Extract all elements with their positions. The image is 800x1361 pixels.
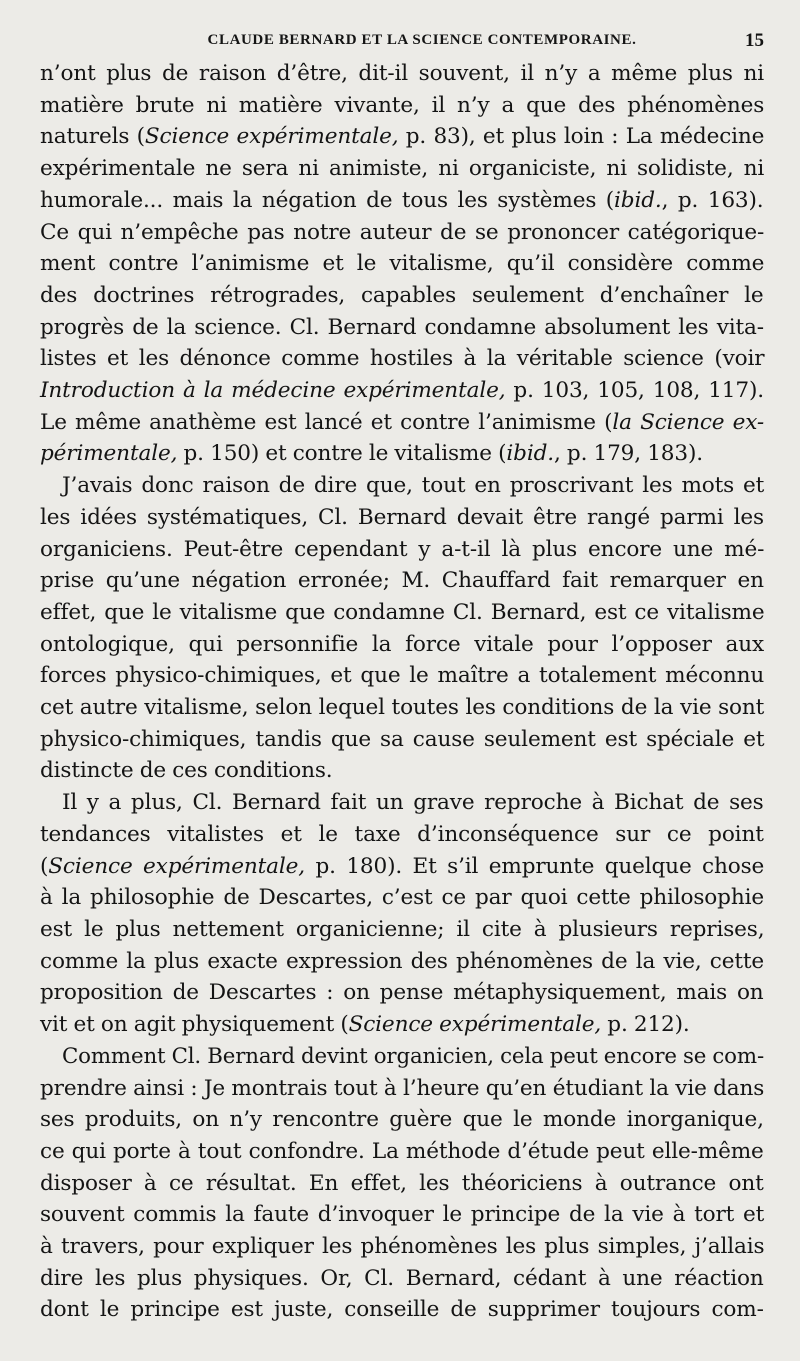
text-segment: effet, que le vitalisme que condamne Cl. Bernard, est ce vitalisme [40, 599, 765, 625]
text-segment: cet autre vitalisme, selon lequel toutes les conditions de la vie sont [40, 695, 765, 721]
italic-citation: Introduction à la médecine expérimentale, [40, 378, 506, 404]
text-segment: dont le principe est juste, conseille de supprimer toujours com- [40, 1297, 764, 1323]
text-line [40, 153, 764, 185]
italic-citation: Science expérimentale, [144, 124, 399, 150]
text-line [40, 851, 764, 883]
text-line [40, 407, 764, 439]
text-segment: p. 103, 105, 108, 117). [505, 378, 764, 404]
italic-citation: Science expérimentale, [348, 1012, 602, 1038]
text-line [40, 1136, 764, 1168]
text-segment: souvent commis la faute d’invoquer le principe de la vie à tort et [40, 1202, 765, 1228]
text-segment: vit et on agit physiquement ( [40, 1012, 349, 1038]
text-line [40, 597, 764, 629]
text-line [40, 882, 764, 914]
text-line [40, 819, 764, 851]
text-segment: p. 150) et contre le vitalisme ( [177, 441, 507, 467]
text-line [40, 1104, 764, 1136]
text-segment: ontologique, qui personnifie la force vitale pour l’opposer aux [40, 631, 765, 657]
page-number: 15 [745, 30, 764, 51]
text-line [40, 534, 764, 566]
text-line [40, 692, 764, 724]
body-text [40, 58, 764, 1326]
text-segment: listes et les dénonce comme hostiles à la véritable science (voir [40, 346, 765, 372]
text-segment: n’ont plus de raison d’être, dit-il souvent, il n’y a même plus ni [40, 61, 764, 86]
text-line [40, 375, 764, 407]
text-segment: organiciens. Peut-être cependant y a-t-il là plus encore une mé- [40, 536, 765, 562]
text-segment: est le plus nettement organicienne; il cite à plusieurs reprises, [40, 916, 765, 942]
text-line [40, 1263, 764, 1295]
running-title: CLAUDE BERNARD ET LA SCIENCE CONTEMPORAINE. [207, 32, 637, 48]
text-segment: dire les plus physiques. Or, Cl. Bernard, cédant à une réaction [40, 1265, 764, 1291]
text-segment: tendances vitalistes et le taxe d’inconséquence sur ce point [40, 821, 764, 847]
text-line [40, 1231, 764, 1263]
text-line [40, 438, 764, 470]
text-segment: p. 212). [601, 1012, 690, 1038]
text-segment: disposer à ce résultat. En effet, les théoriciens à outrance ont [40, 1170, 764, 1196]
text-segment: Ce qui n’empêche pas notre auteur de se prononcer catégorique- [40, 219, 765, 245]
text-line [40, 787, 764, 819]
italic-citation: la Science ex- [612, 409, 765, 435]
running-head [40, 28, 764, 58]
text-line [40, 502, 764, 534]
text-line [40, 946, 764, 978]
text-line [40, 629, 764, 661]
text-line [40, 90, 764, 122]
text-segment: progrès de la science. Cl. Bernard condamne absolument les vita- [40, 314, 764, 340]
text-segment: Le même anathème est lancé et contre l’animisme ( [40, 409, 613, 435]
text-line [40, 1168, 764, 1200]
text-segment: ce qui porte à tout confondre. La méthode d’étude peut elle-même [40, 1138, 764, 1164]
text-line [40, 914, 764, 946]
text-segment: expérimentale ne sera ni animiste, ni organiciste, ni solidiste, ni [40, 156, 765, 182]
text-segment: comme la plus exacte expression des phénomènes de la vie, cette [40, 948, 765, 974]
text-line [40, 248, 764, 280]
text-segment: ses produits, on n’y rencontre guère que le monde inorganique, [40, 1107, 764, 1133]
text-segment: prendre ainsi : Je montrais tout à l’heure qu’en étudiant la vie dans [40, 1075, 765, 1101]
text-line [40, 565, 764, 597]
italic-citation: ibid. [506, 441, 554, 467]
text-segment: les idées systématiques, Cl. Bernard devait être rangé parmi les [40, 504, 764, 530]
text-line [40, 1294, 764, 1326]
text-line [40, 1073, 764, 1105]
text-segment: forces physico-chimiques, et que le maître a totalement méconnu [40, 663, 765, 689]
text-line [40, 977, 764, 1009]
text-segment: , p. 163). [661, 187, 764, 213]
text-line [40, 660, 764, 692]
text-segment: p. 83), et plus loin : La médecine [398, 124, 765, 150]
text-line [40, 58, 764, 90]
text-segment: ( [40, 853, 49, 879]
text-segment: , p. 179, 183). [553, 441, 703, 467]
italic-citation: ibid. [614, 187, 662, 213]
text-line [40, 312, 764, 344]
text-line [40, 1041, 764, 1073]
text-segment: naturels ( [40, 124, 145, 150]
text-line [40, 343, 764, 375]
italic-citation: Science expérimentale, [48, 853, 305, 879]
text-segment: Comment Cl. Bernard devint organicien, cela peut encore se com- [62, 1043, 764, 1069]
text-line [40, 185, 764, 217]
text-line [40, 1009, 764, 1041]
text-line [40, 280, 764, 312]
text-line [40, 470, 764, 502]
text-line [40, 121, 764, 153]
text-line [40, 724, 764, 756]
text-segment: proposition de Descartes : on pense métaphysiquement, mais on [40, 980, 764, 1006]
text-segment: prise qu’une négation erronée; M. Chauffard fait remarquer en [40, 568, 764, 594]
text-line [40, 755, 764, 787]
italic-citation: périmentale, [40, 441, 178, 467]
text-segment: physico-chimiques, tandis que sa cause seulement est spéciale et [40, 726, 765, 752]
text-segment: matière brute ni matière vivante, il n’y a que des phénomènes [40, 92, 765, 118]
text-segment: humorale... mais la négation de tous les systèmes ( [40, 187, 615, 213]
text-segment: à travers, pour expliquer les phénomènes les plus simples, j’allais [40, 1234, 765, 1260]
text-segment: distincte de ces conditions. [40, 758, 333, 784]
text-segment: des doctrines rétrogrades, capables seulement d’enchaîner le [40, 282, 764, 308]
text-segment: Il y a plus, Cl. Bernard fait un grave reproche à Bichat de ses [62, 790, 764, 816]
text-segment: à la philosophie de Descartes, c’est ce par quoi cette philosophie [40, 885, 764, 911]
text-segment: ment contre l’animisme et le vitalisme, qu’il considère comme [40, 251, 765, 277]
text-line [40, 1199, 764, 1231]
text-segment: p. 180). Et s’il emprunte quelque chose [305, 853, 765, 879]
text-line [40, 217, 764, 249]
text-segment: J’avais donc raison de dire que, tout en proscrivant les mots et [62, 473, 765, 499]
